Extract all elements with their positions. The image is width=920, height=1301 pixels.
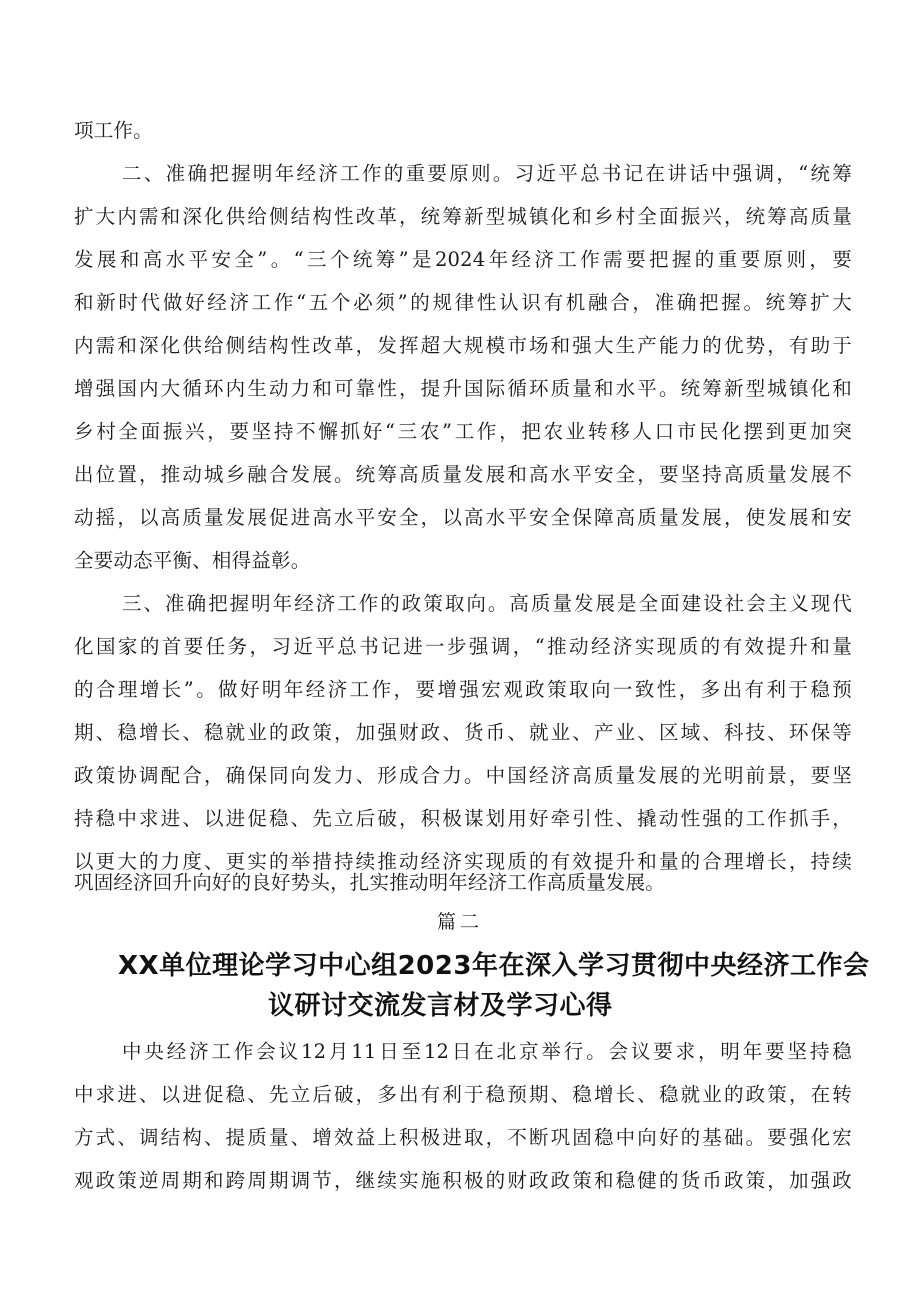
paragraph-2-line: 全要动态平衡、相得益彰。 [74,549,311,572]
paragraph-2-line: 二、准确把握明年经济工作的重要原则。习近平总书记在讲话中强调，“统筹 [122,162,852,185]
section-label: 篇二 [436,911,483,933]
article-title-line-2: 议研讨交流发言材及学习心得 [268,991,613,1021]
paragraph-4-line: 方式、调结构、提质量、增效益上积极进取，不断巩固稳中向好的基础。要强化宏 [74,1126,852,1149]
paragraph-4-line: 中求进、以进促稳、先立后破，多出有利于稳预期、稳增长、稳就业的政策，在转 [74,1083,852,1106]
paragraph-4-line: 观政策逆周期和跨周期调节，继续实施积极的财政政策和稳健的货币政策，加强政 [74,1169,852,1192]
paragraph-3-line: 化国家的首要任务，习近平总书记进一步强调，“推动经济实现质的有效提升和量 [74,635,852,658]
article-title-line-1: XX单位理论学习中心组2023年在深入学习贯彻中央经济工作会 [118,951,870,981]
paragraph-2-line: 乡村全面振兴，要坚持不懈抓好“三农”工作，把农业转移人口市民化摆到更加突 [74,420,852,443]
paragraph-2-line: 动摇，以高质量发展促进高水平安全，以高水平安全保障高质量发展，使发展和安 [74,506,852,529]
paragraph-3-line: 政策协调配合，确保同向发力、形成合力。中国经济高质量发展的光明前景，要坚 [74,764,852,787]
paragraph-4-line: 中央经济工作会议12月11日至12日在北京举行。会议要求，明年要坚持稳 [122,1040,852,1063]
paragraph-3-line: 以更大的力度、更实的举措持续推动经济实现质的有效提升和量的合理增长，持续 [74,850,852,873]
paragraph-3-line: 持稳中求进、以进促稳、先立后破，积极谋划用好牵引性、撬动性强的工作抓手， [74,807,852,830]
paragraph-2-line: 增强国内大循环内生动力和可靠性，提升国际循环质量和水平。统筹新型城镇化和 [74,377,852,400]
paragraph-2-line: 出位置，推动城乡融合发展。统筹高质量发展和高水平安全，要坚持高质量发展不 [74,463,852,486]
paragraph-1-line: 项工作。 [74,119,153,142]
paragraph-2-line: 发展和高水平安全”。“三个统筹”是2024年经济工作需要把握的重要原则，要 [74,248,852,271]
paragraph-3-line: 期、稳增长、稳就业的政策，加强财政、货币、就业、产业、区域、科技、环保等 [74,721,852,744]
paragraph-2-line: 内需和深化供给侧结构性改革，发挥超大规模市场和强大生产能力的优势，有助于 [74,334,852,357]
paragraph-3-line: 的合理增长”。做好明年经济工作，要增强宏观政策取向一致性，多出有利于稳预 [74,678,852,701]
paragraph-2-line: 和新时代做好经济工作“五个必须”的规律性认识有机融合，准确把握。统筹扩大 [74,291,852,314]
paragraph-2-line: 扩大内需和深化供给侧结构性改革，统筹新型城镇化和乡村全面振兴，统筹高质量 [74,205,852,228]
paragraph-3-line: 巩固经济回升向好的良好势头，扎实推动明年经济工作高质量发展。 [74,871,666,894]
paragraph-3-line: 三、准确把握明年经济工作的政策取向。高质量发展是全面建设社会主义现代 [122,592,852,615]
